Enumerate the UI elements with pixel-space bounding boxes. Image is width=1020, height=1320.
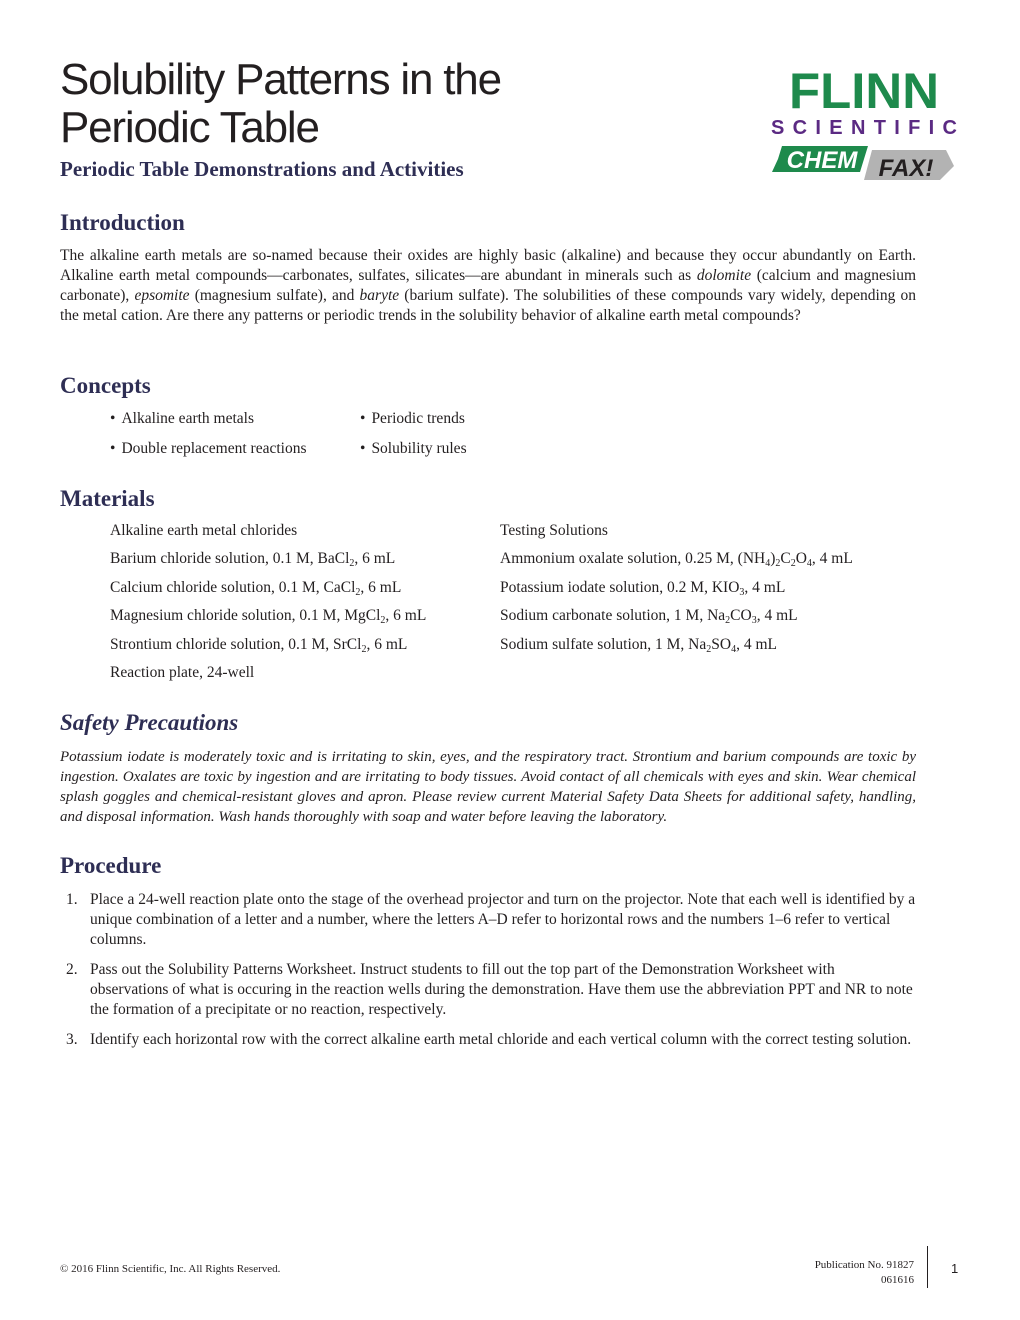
procedure-steps <box>60 890 916 1060</box>
logo-flinn: FLINN <box>789 63 939 119</box>
material-item: Calcium chloride solution, 0.1 M, CaCl$_2$, 6 mL <box>110 578 402 598</box>
material-item: Potassium iodate solution, 0.2 M, $KIO_3$, 4 mL <box>500 578 786 598</box>
materials-left-header: Alkaline earth metal chlorides <box>110 522 298 539</box>
page-title <box>60 56 720 152</box>
safety-text: Potassium iodate is moderately toxic and is irritating to skin, eyes, and the respiratory tract. Strontium and barium compounds are toxic by ingestion. Oxalates are toxic by ingestion and are irritating to body tissues. Avoid contact of all chemicals with eyes and skin. Wear chemical splash goggles and chemical-resistant gloves and apron. Please review current Material Safety Data Sheets for additional safety, handling, and disposal information. Wash hands thoroughly with soap and water before leaving the laboratory. <box>60 749 916 825</box>
title-line-1: Solubility Patterns in the <box>60 55 501 104</box>
material-item: Sodium carbonate solution, 1 M, $Na_2CO_3$, 4 mL <box>500 607 798 627</box>
publication-code: 061616 <box>881 1274 914 1286</box>
procedure-step: 1. Place a 24-well reaction plate onto the stage of the overhead projector and turn on the projector. Note that each well is identified by a unique combination of a letter and a number, where the letters A–D refer to horizontal rows and the numbers 1–6 refer to vertical columns. <box>66 891 916 948</box>
concepts-heading: Concepts <box>60 373 151 398</box>
safety-heading: Safety Precautions <box>60 710 239 735</box>
procedure-step: 3. Identify each horizontal row with the correct alkaline earth metal chloride and each vertical column with the correct testing solution. <box>66 1031 912 1048</box>
introduction-text: The alkaline earth metals are so-named because their oxides are highly basic (alkaline) and because they occur abundantly on Earth. Alkaline earth metal compounds—carbonates, sulfates, silicates—are abundant in minerals such as dolomite (calcium and magnesium carbonate), epsomite (magnesium sulfate), and baryte (barium sulfate). The solubilities of these compounds vary widely, depending on the metal cation. Are there any patterns or periodic trends in the solubility behavior of alkaline earth metal compounds? <box>60 247 917 324</box>
concept-item: • Solubility rules <box>360 440 467 457</box>
material-item: Ammonium oxalate solution, 0.25 M, $(NH_4)_2C_2O_4$, 4 mL <box>500 550 853 570</box>
introduction-heading: Introduction <box>60 210 185 235</box>
logo-fax: FAX! <box>878 155 934 182</box>
footer-divider <box>927 1246 928 1288</box>
logo-scientific: SCIENTIFIC <box>771 117 957 139</box>
material-item: Barium chloride solution, 0.1 M, BaCl$_2$, 6 mL <box>110 550 396 570</box>
copyright-notice: © 2016 Flinn Scientific, Inc. All Rights Reserved. <box>60 1263 281 1275</box>
concept-item: • Double replacement reactions <box>110 440 307 457</box>
materials-chlorides-list <box>110 522 426 692</box>
logo-chem: CHEM <box>786 147 858 174</box>
material-item: Reaction plate, 24-well <box>110 663 255 681</box>
concept-item: • Periodic trends <box>360 410 465 427</box>
concept-item: • Alkaline earth metals <box>110 410 254 427</box>
page-number: 1 <box>951 1261 959 1276</box>
procedure-step: 2. Pass out the Solubility Patterns Worksheet. Instruct students to fill out the top part of the Demonstration Worksheet with observations of what is occuring in the reaction wells during the demonstration. Have them use the abbreviation PPT and NR to note the formation of a precipitate or no reaction, respectively. <box>66 961 913 1018</box>
materials-heading: Materials <box>60 486 155 511</box>
flinn-chemfax-logo <box>768 60 960 184</box>
material-item: Sodium sulfate solution, 1 M, $Na_2SO_4$, 4 mL <box>500 635 777 655</box>
materials-testing-list <box>500 522 853 664</box>
materials-right-header: Testing Solutions <box>500 522 608 539</box>
page-subtitle: Periodic Table Demonstrations and Activities <box>60 157 464 181</box>
procedure-heading: Procedure <box>60 853 162 878</box>
publication-info <box>815 1258 914 1288</box>
publication-number: Publication No. 91827 <box>814 1259 914 1271</box>
title-line-2: Periodic Table <box>60 103 319 152</box>
material-item: Strontium chloride solution, 0.1 M, SrCl$_2$, 6 mL <box>110 635 408 655</box>
material-item: Magnesium chloride solution, 0.1 M, MgCl$_2$, 6 mL <box>110 607 427 627</box>
